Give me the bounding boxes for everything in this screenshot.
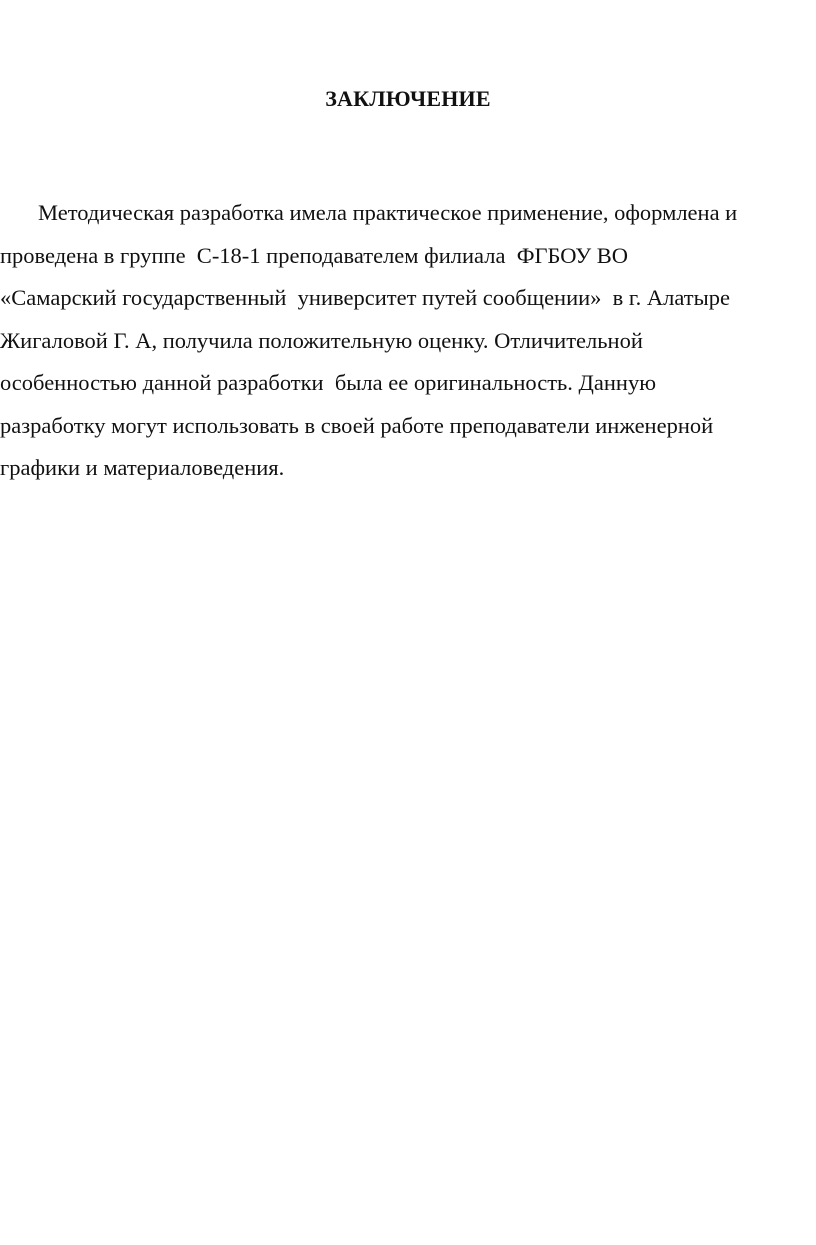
paragraph-line: разработку могут использовать в своей работе преподаватели инженерной (0, 412, 714, 438)
conclusion-paragraph (0, 192, 816, 490)
paragraph-line: «Самарский государственный университет путей сообщении» в г. Алатыре (0, 285, 730, 310)
paragraph-line: проведена в группе С-18-1 преподавателем филиала ФГБОУ ВО (0, 242, 629, 268)
page-title: ЗАКЛЮЧЕНИЕ (325, 86, 491, 111)
paragraph-line: Методическая разработка имела практическое применение, оформлена и (38, 200, 738, 225)
paragraph-line: Жигаловой Г. А, получила положительную оценку. Отличительной (0, 327, 643, 353)
paragraph-line: графики и материаловедения. (0, 455, 285, 480)
paragraph-line: особенностью данной разработки была ее оригинальность. Данную (0, 370, 657, 395)
